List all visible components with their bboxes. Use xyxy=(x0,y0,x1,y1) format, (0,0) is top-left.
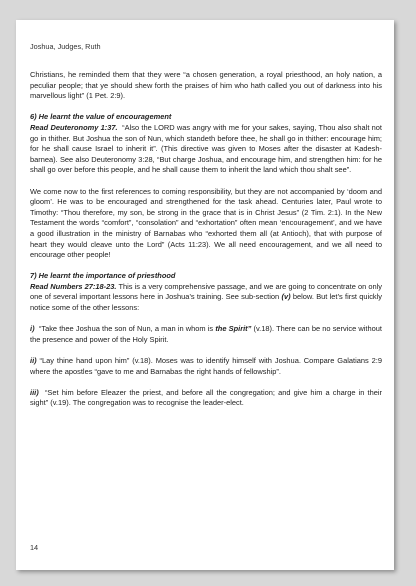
lesson-item-i-emphasis: the Spirit” xyxy=(215,324,252,334)
lesson-item-i-text-b: (v.18). There can be no service without the presence and power of the Holy Spirit. xyxy=(30,324,382,344)
lesson-item-ii-text: “Lay thine hand upon him” (v.18). Moses was to identify himself with Joshua. Compare Galatians 2:9 where the apostles “gave to me and Barnabas the right hands of fellowship”. xyxy=(30,356,382,376)
section-6-reference: Read Deuteronomy 1:37. xyxy=(30,122,118,132)
lesson-item-ii-label: ii) xyxy=(30,356,37,366)
section-6-heading: 6) He learnt the value of encouragement xyxy=(30,112,172,122)
section-7-paragraph-1 xyxy=(30,282,382,314)
running-header: Joshua, Judges, Ruth xyxy=(30,42,101,51)
intro-paragraph: Christians, he reminded them that they were “a chosen generation, a royal priesthood, an holy nation, a peculiar people; that ye should shew forth the praises of him who hath called you out of darkness into his marvellous light” (1 Pet. 2:9). xyxy=(30,70,382,101)
section-7-paragraph-1-text-b: below. But let’s first quickly notice some of the other lessons: xyxy=(30,292,382,313)
lesson-item-iii xyxy=(30,388,382,409)
section-6-paragraph-1-text: “Also the LORD was angry with me for your sakes, saying, Thou also shalt not go in thither. But Joshua the son of Nun, which standeth before thee, he shall go in thither: encourage him; for he shall cause Israel to inherit it”. (This directive was given to Moses after the disaster at Kadesh-barnea). See also Deuteronomy 3:28, “But charge Joshua, and encourage him, and strengthen him: for he shall go over before this people, and he shall cause them to inherit the land which thou shalt see”. xyxy=(30,122,382,175)
lesson-item-i xyxy=(30,324,382,345)
lesson-item-iii-label: iii) xyxy=(30,387,39,397)
section-7-subsection-label: (v) xyxy=(281,292,291,302)
lesson-item-ii xyxy=(30,356,382,377)
lesson-item-i-label: i) xyxy=(30,324,35,334)
book-page xyxy=(16,20,394,570)
section-6-paragraph-2: We come now to the first references to coming responsibility, but they are not accompanied by ‘doom and gloom’. He was to be encouraged and strengthened for the task ahead. Centuries later, Paul wrote to Timothy: “Thou therefore, my son, be strong in the grace that is in Christ Jesus” (2 Tim. 2:1). In the New Testament the words “comfort”, “consolation” and “exhortation” often mean ‘encouragement’, and we have a good illustration in the ministry of Barnabas who “exhorted them all (at Antioch), that with purpose of heart they would cleave unto the Lord” (Acts 11:23). We all need encouragement, and we all need to encourage other people! xyxy=(30,186,382,260)
lesson-item-iii-text: “Set him before Eleazer the priest, and before all the congregation; and give him a charge in their sight” (v.19). The congregation was to recognise the leader-elect. xyxy=(30,387,382,408)
section-6-paragraph-1 xyxy=(30,123,382,176)
section-7-heading: 7) He learnt the importance of priesthood xyxy=(30,271,176,281)
section-7-paragraph-1-text-a: This is a very comprehensive passage, and we are going to concentrate on only one of several important lessons here in Joshua’s training. See sub-section xyxy=(30,281,382,302)
page-body xyxy=(30,70,382,409)
page-number: 14 xyxy=(30,543,39,552)
section-7-reference: Read Numbers 27:18-23. xyxy=(30,281,117,291)
lesson-item-i-text-a: “Take thee Joshua the son of Nun, a man in whom is xyxy=(38,324,214,334)
